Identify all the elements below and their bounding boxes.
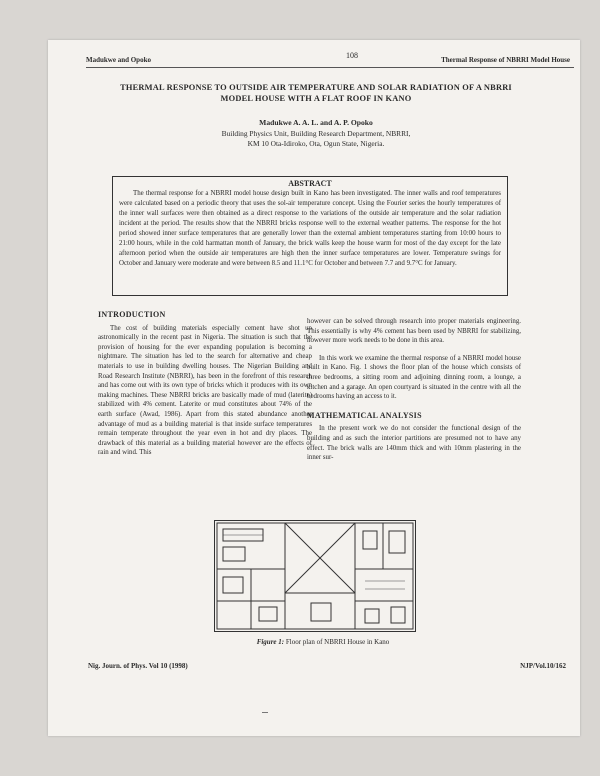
- header-short-title: Thermal Response of NBRRI Model House: [441, 56, 570, 64]
- paper-title: THERMAL RESPONSE TO OUTSIDE AIR TEMPERATURE AND SOLAR RADIATION OF A NBRRI MODEL HOUSE WITH A FLAT ROOF IN KANO: [120, 83, 512, 103]
- furniture: [223, 547, 245, 561]
- figure-caption-text: Floor plan of NBRRI House in Kano: [285, 638, 390, 646]
- column2-paragraph-3: In the present work we do not consider the functional design of the building and as such the interior partitions are presumed not to have any effect. The brick walls are 140mm thick and with 10mm plastering in the inner sur-: [307, 425, 521, 462]
- scan-mark: [262, 708, 268, 713]
- affiliation: [110, 129, 522, 149]
- left-column: [98, 310, 312, 458]
- paper-authors: Madukwe A. A. L. and A. P. Opoko: [259, 118, 373, 127]
- right-column: [307, 317, 521, 463]
- journal-page: [48, 40, 580, 736]
- abstract-text: The thermal response for a NBRRI model house design built in Kano has been investigated. The inner walls and roof temperatures were calculated based on a periodic theory that uses the sol-air temperature concept. Using the Fourier series the hourly temperatures of the inner wall surfaces were then obtained as a direct response to the variations of the outside air temperature and the solar radiation incident at the period. The results show that the NBRRI bricks response well to the external weather patterns. The response for the hot period showed inner surface temperatures that are generally lower than the external ambient temperatures starting from 10:00 hours to 21:00 hours, while in the cold harmattan month of January, the brick walls keep the house warm for most of the day except for the late afternoon period when the outside air temperatures are high then the inner surface temperatures are lower. Temperature swings for October and January were moderate and were between 8.5 and 11.1°C for October and between 7.7 and 9.7°C for January.: [119, 190, 501, 267]
- column2-paragraph-1: however can be solved through research into proper materials engineering. This essentially is why 4% cement has been used by NBRRI for stabilizing, however more work needs to be done in this area.: [307, 318, 521, 345]
- header-rule: [86, 67, 574, 68]
- page-number: 108: [346, 51, 358, 60]
- figure-caption: [148, 638, 498, 646]
- introduction-heading: INTRODUCTION: [98, 310, 166, 319]
- bed: [365, 609, 379, 623]
- abstract-box: [112, 176, 508, 296]
- floor-plan-drawing: [215, 521, 415, 631]
- journal-citation: Nig. Journ. of Phys. Vol 10 (1998): [88, 662, 188, 670]
- floor-plan-figure: [214, 520, 416, 632]
- furniture: [259, 607, 277, 621]
- math-analysis-heading: MATHEMATICAL ANALYSIS: [307, 410, 422, 420]
- furniture: [223, 577, 243, 593]
- furniture: [311, 603, 331, 621]
- header-authors: Madukwe and Opoko: [86, 56, 151, 64]
- abstract-heading: ABSTRACT: [288, 179, 332, 188]
- column2-paragraph-2: In this work we examine the thermal response of a NBRRI model house built in Kano. Fig. 1 shows the floor plan of the house which consists of three bedrooms, a sitting room and adjoining dinning room, a lounge, a kitchen and a garage. An open courtyard is situated in the centre with all the bedrooms having an access to it.: [307, 354, 521, 401]
- affiliation-line-1: Building Physics Unit, Building Research Department, NBRRI,: [221, 129, 411, 138]
- introduction-paragraph: The cost of building materials especially cement have shot up astronomically in the recent past in Nigeria. The situation is such that the provision of housing for the ever expanding population is becoming a nightmare. The situation has led to the search for alternative and cheap materials to use in building dwelling houses. The Nigerian Building and Road Research Institute (NBRRI), has been in the forefront of this research and has come out with its own type of bricks which it produces with its own making machines. These NBRRI bricks are basically made of mud (laterite) stabilized with 4% cement. Laterite or mud constitutes about 74% of the earth surface (Awad, 1986). Apart from this stated abundance another advantage of mud as a building material is that inside surface temperatures remain temperate throughout the year even in hot and dry places. The drawback of this material as a building material however are the effects of rain and wind. This: [98, 324, 312, 457]
- outer-wall: [217, 523, 413, 629]
- bed: [389, 531, 405, 553]
- figure-label: Figure 1:: [256, 638, 285, 646]
- bed: [363, 531, 377, 549]
- bed: [391, 607, 405, 623]
- journal-page-ref: NJP/Vol.10/162: [520, 662, 566, 670]
- affiliation-line-2: KM 10 Ota-Idiroko, Ota, Ogun State, Nigeria.: [247, 139, 385, 148]
